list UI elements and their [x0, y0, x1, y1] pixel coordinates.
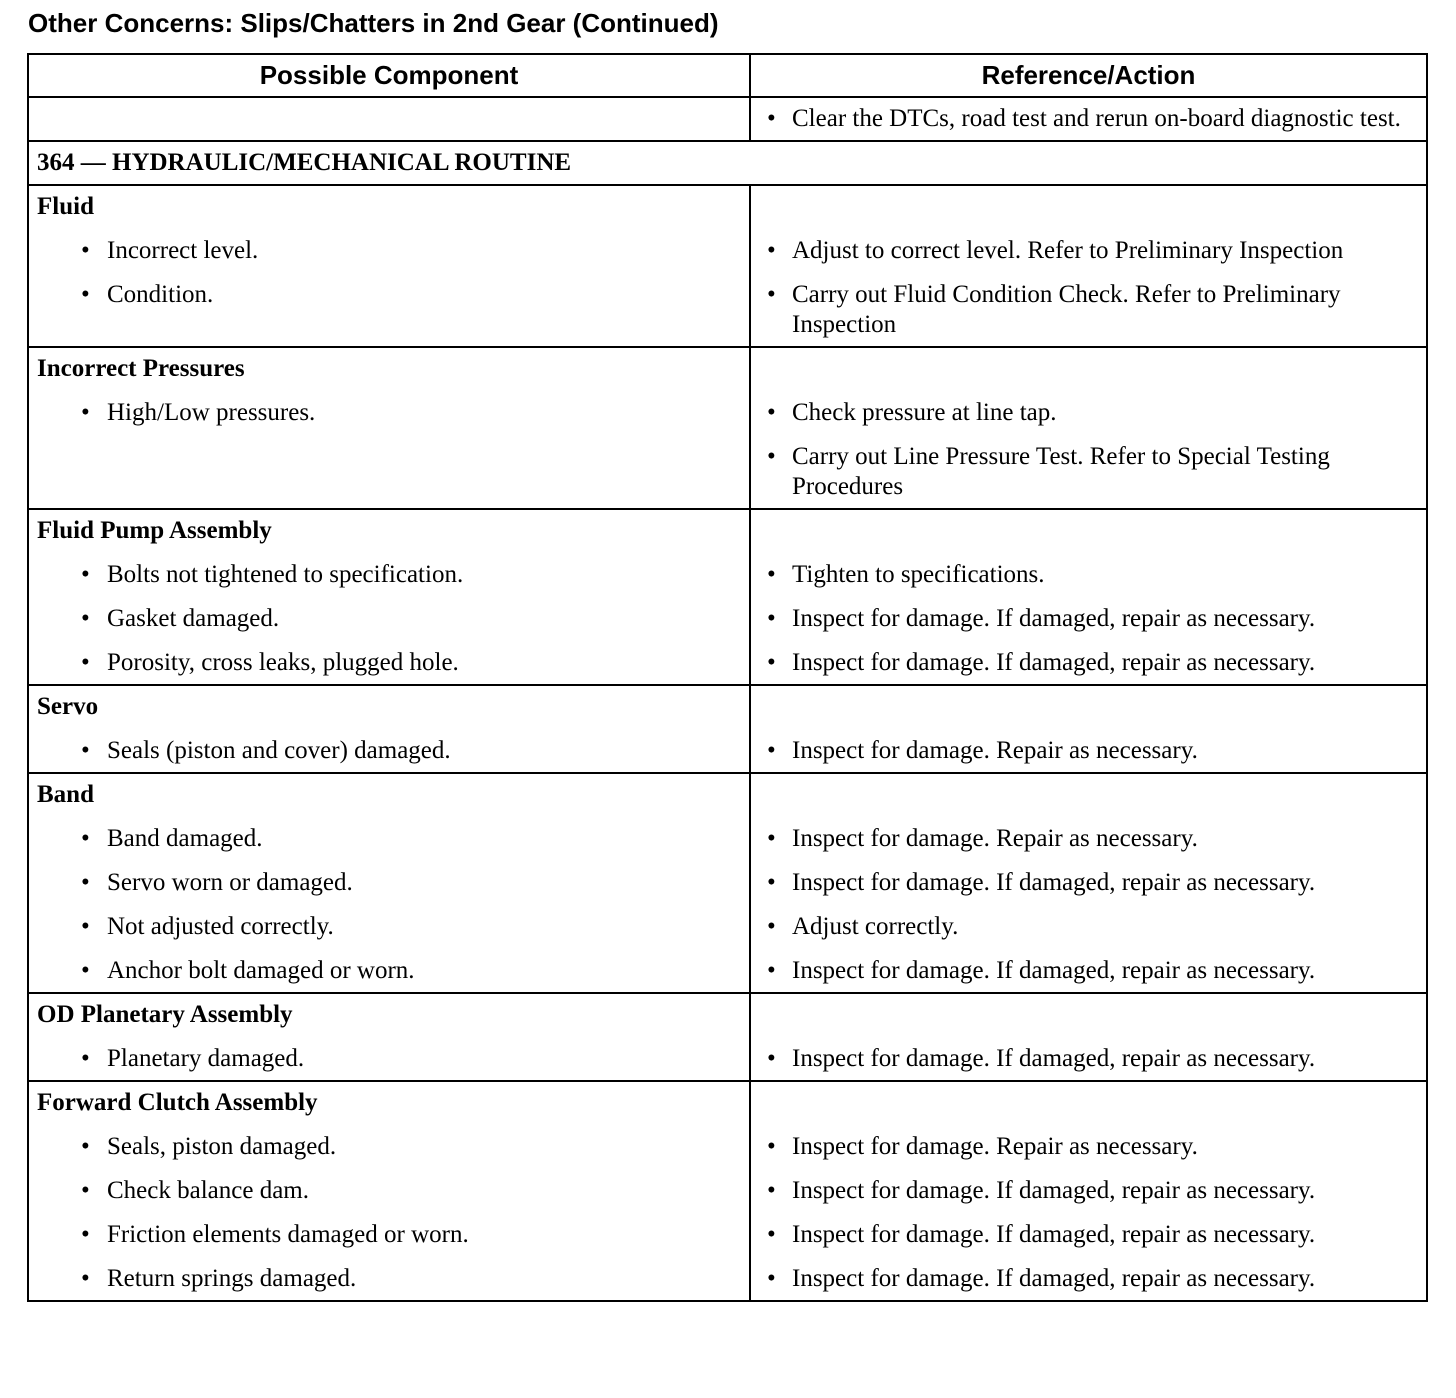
bullet-icon: •: [767, 1133, 776, 1160]
action-cell: [750, 1081, 1427, 1301]
component-item: [37, 868, 741, 898]
bullet-icon: •: [767, 399, 776, 426]
action-item: [765, 1264, 1418, 1294]
component-cell: [28, 509, 750, 685]
component-cell: [28, 685, 750, 773]
bullet-icon: •: [81, 1133, 90, 1160]
diagnostic-table: [27, 53, 1428, 1302]
component-text: Band damaged.: [107, 825, 263, 852]
label-spacer: [765, 692, 1418, 722]
action-text: Inspect for damage. If damaged, repair as necessary.: [792, 1045, 1316, 1072]
bullet-icon: •: [81, 649, 90, 676]
group-label: Forward Clutch Assembly: [37, 1089, 318, 1116]
label-spacer: [765, 780, 1418, 810]
action-cell: [750, 347, 1427, 509]
bullet-icon: •: [767, 1265, 776, 1292]
group-row: [28, 347, 1427, 509]
group-row: [28, 685, 1427, 773]
action-text: Adjust correctly.: [792, 913, 959, 940]
component-item: [37, 648, 741, 678]
action-item: [765, 442, 1418, 502]
label-spacer: [765, 354, 1418, 384]
action-text: Clear the DTCs, road test and rerun on-board diagnostic test.: [792, 105, 1401, 132]
bullet-icon: •: [81, 869, 90, 896]
bullet-icon: •: [81, 605, 90, 632]
action-item: [765, 912, 1418, 942]
bullet-icon: •: [81, 737, 90, 764]
bullet-icon: •: [767, 605, 776, 632]
label-spacer: [765, 1000, 1418, 1030]
component-text: Check balance dam.: [107, 1177, 309, 1204]
header-row: [28, 54, 1427, 97]
group-label: OD Planetary Assembly: [37, 1001, 293, 1028]
bullet-icon: •: [767, 561, 776, 588]
component-cell: [28, 1081, 750, 1301]
action-text: Tighten to specifications.: [792, 561, 1045, 588]
component-item: [37, 604, 741, 634]
label-spacer: [765, 1088, 1418, 1118]
action-text: Inspect for damage. If damaged, repair as necessary.: [792, 649, 1316, 676]
action-text: Inspect for damage. Repair as necessary.: [792, 825, 1198, 852]
component-cell: [28, 347, 750, 509]
action-item: [765, 868, 1418, 898]
page-title: Other Concerns: Slips/Chatters in 2nd Gear (Continued): [28, 8, 719, 38]
component-text: High/Low pressures.: [107, 399, 316, 426]
component-item: [37, 824, 741, 854]
action-item: [765, 736, 1418, 766]
component-text: Seals (piston and cover) damaged.: [107, 737, 451, 764]
bullet-icon: •: [81, 825, 90, 852]
bullet-icon: •: [767, 913, 776, 940]
action-cell: [750, 993, 1427, 1081]
bullet-icon: •: [767, 649, 776, 676]
component-item: [37, 236, 741, 266]
component-text: Friction elements damaged or worn.: [107, 1221, 469, 1248]
component-text: Porosity, cross leaks, plugged hole.: [107, 649, 459, 676]
component-item: [37, 398, 741, 428]
bullet-icon: •: [81, 1177, 90, 1204]
component-cell: [28, 993, 750, 1081]
bullet-icon: •: [767, 281, 776, 308]
action-text: Carry out Fluid Condition Check. Refer to Preliminary Inspection: [792, 281, 1341, 338]
action-item: [765, 1220, 1418, 1250]
group-label: Band: [37, 781, 94, 808]
group-label: Fluid: [37, 193, 94, 220]
action-text: Inspect for damage. If damaged, repair as necessary.: [792, 869, 1316, 896]
component-item: [37, 956, 741, 986]
action-item: [765, 560, 1418, 590]
bullet-icon: •: [767, 869, 776, 896]
bullet-icon: •: [767, 825, 776, 852]
action-item: [765, 1176, 1418, 1206]
action-cell: [750, 685, 1427, 773]
component-item: [37, 280, 741, 310]
continued-component-cell: [28, 97, 750, 141]
action-text: Inspect for damage. If damaged, repair as necessary.: [792, 957, 1316, 984]
component-cell: [28, 185, 750, 347]
action-text: Inspect for damage. If damaged, repair as necessary.: [792, 1177, 1316, 1204]
action-text: Adjust to correct level. Refer to Preliminary Inspection: [792, 237, 1344, 264]
component-text: Return springs damaged.: [107, 1265, 357, 1292]
group-row: [28, 185, 1427, 347]
component-item: [37, 1176, 741, 1206]
component-item: [37, 1044, 741, 1074]
label-spacer: [765, 516, 1418, 546]
group-label: Incorrect Pressures: [37, 355, 245, 382]
bullet-icon: •: [767, 237, 776, 264]
action-text: Inspect for damage. If damaged, repair as necessary.: [792, 1221, 1316, 1248]
continued-action-cell: [750, 97, 1427, 141]
group-row: [28, 993, 1427, 1081]
action-text: Inspect for damage. Repair as necessary.: [792, 1133, 1198, 1160]
bullet-icon: •: [81, 1221, 90, 1248]
bullet-icon: •: [767, 737, 776, 764]
action-item: [765, 824, 1418, 854]
group-row: [28, 773, 1427, 993]
bullet-icon: •: [81, 281, 90, 308]
bullet-icon: •: [767, 1045, 776, 1072]
bullet-icon: •: [767, 957, 776, 984]
group-label: Servo: [37, 693, 99, 720]
action-text: Inspect for damage. Repair as necessary.: [792, 737, 1198, 764]
action-item: [765, 104, 1418, 134]
header-possible-component: Possible Component: [28, 54, 750, 97]
component-text: Bolts not tightened to specification.: [107, 561, 464, 588]
component-item: [37, 1132, 741, 1162]
action-cell: [750, 773, 1427, 993]
component-item: [37, 912, 741, 942]
component-text: Incorrect level.: [107, 237, 259, 264]
component-cell: [28, 773, 750, 993]
bullet-icon: •: [767, 443, 776, 470]
section-title: 364 — HYDRAULIC/MECHANICAL ROUTINE: [28, 141, 1427, 185]
header-reference-action: Reference/Action: [750, 54, 1427, 97]
continued-row: [28, 97, 1427, 141]
action-item: [765, 648, 1418, 678]
action-text: Carry out Line Pressure Test. Refer to Special Testing Procedures: [792, 443, 1330, 500]
bullet-icon: •: [81, 1265, 90, 1292]
bullet-icon: •: [767, 1177, 776, 1204]
action-item: [765, 1044, 1418, 1074]
action-item: [765, 956, 1418, 986]
component-text: Anchor bolt damaged or worn.: [107, 957, 415, 984]
action-item: [765, 604, 1418, 634]
component-text: Planetary damaged.: [107, 1045, 305, 1072]
action-item: [765, 1132, 1418, 1162]
component-item: [37, 560, 741, 590]
bullet-icon: •: [81, 1045, 90, 1072]
component-item: [37, 1264, 741, 1294]
action-text: Inspect for damage. If damaged, repair as necessary.: [792, 605, 1316, 632]
action-item: [765, 280, 1418, 340]
label-spacer: [765, 192, 1418, 222]
action-item: [765, 398, 1418, 428]
action-text: Check pressure at line tap.: [792, 399, 1057, 426]
bullet-icon: •: [767, 1221, 776, 1248]
component-item: [37, 1220, 741, 1250]
bullet-icon: •: [81, 399, 90, 426]
action-cell: [750, 185, 1427, 347]
action-item: [765, 236, 1418, 266]
bullet-icon: •: [81, 913, 90, 940]
component-text: Not adjusted correctly.: [107, 913, 334, 940]
group-label: Fluid Pump Assembly: [37, 517, 272, 544]
group-row: [28, 509, 1427, 685]
component-text: Condition.: [107, 281, 214, 308]
bullet-icon: •: [81, 561, 90, 588]
component-text: Gasket damaged.: [107, 605, 280, 632]
component-text: Seals, piston damaged.: [107, 1133, 337, 1160]
bullet-icon: •: [767, 105, 776, 132]
component-text: Servo worn or damaged.: [107, 869, 353, 896]
bullet-icon: •: [81, 957, 90, 984]
group-row: [28, 1081, 1427, 1301]
action-text: Inspect for damage. If damaged, repair as necessary.: [792, 1265, 1316, 1292]
action-cell: [750, 509, 1427, 685]
component-item: [37, 736, 741, 766]
section-row: [28, 141, 1427, 185]
bullet-icon: •: [81, 237, 90, 264]
